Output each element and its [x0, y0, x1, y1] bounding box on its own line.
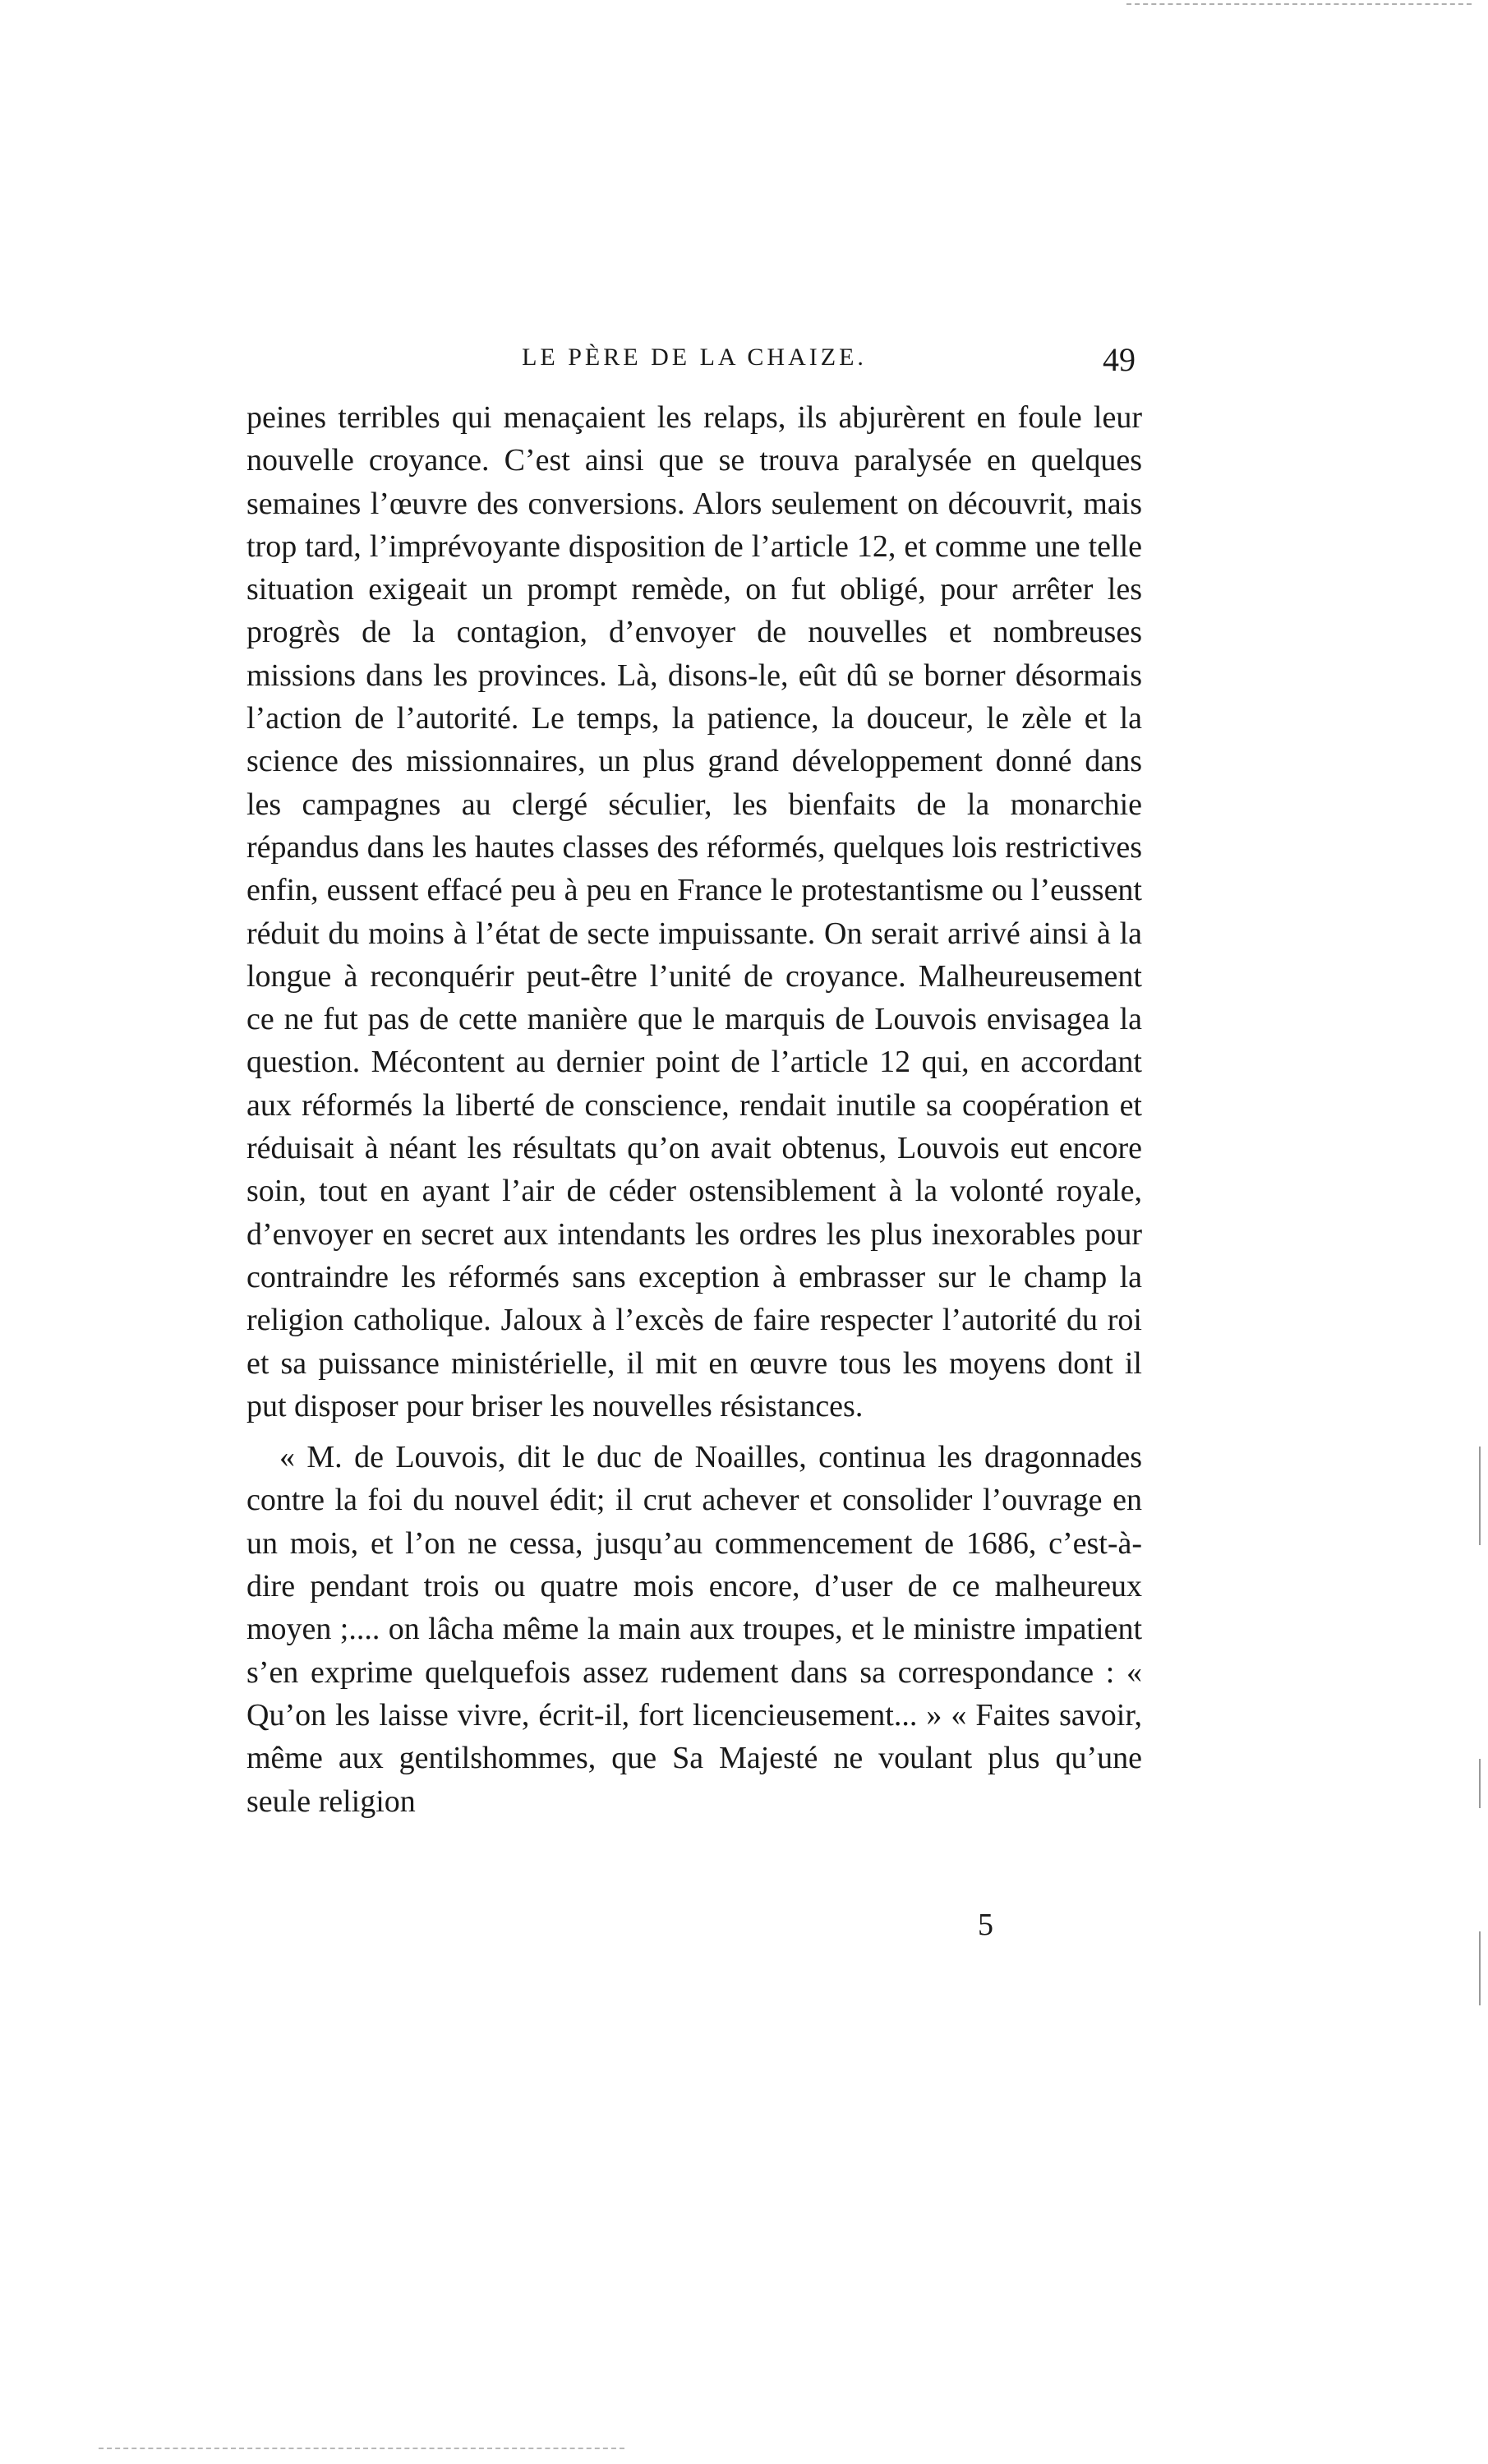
scan-artifact-top — [1126, 3, 1472, 7]
paragraph-2: « M. de Louvois, dit le duc de Noailles, continua les dragonnades contre la foi du nouvel édit; il crut achever et consolider l’ouvrage en un mois, et l’on ne cessa, jusqu’au commencement de 1686, c’est-à-dire pendant trois ou quatre mois encore, d’user de ce malheureux moyen ;.... on lâcha même la main aux troupes, et le ministre impatient s’en exprime quelquefois assez rudement dans sa correspondance : « Qu’on les laisse vivre, écrit-il, fort licencieusement... » « Faites savoir, même aux gentilshommes, que Sa Majesté ne voulant plus qu’une seule religion — [246, 1440, 1142, 1819]
paragraph-1: peines terribles qui menaçaient les relaps, ils abjurèrent en foule leur nouvelle croyance. C’est ainsi que se trouva paralysée en quelques semaines l’œuvre des conversions. Alors seulement on découvrit, mais trop tard, l’imprévoyante disposition de l’article 12, et comme une telle situation exigeait un prompt remède, on fut obligé, pour arrêter les progrès de la contagion, d’envoyer de nouvelles et nombreuses missions dans les provinces. Là, disons-le, eût dû se borner désormais l’action de l’autorité. Le temps, la patience, la douceur, le zèle et la science des missionnaires, un plus grand développement donné dans les campagnes au clergé séculier, les bienfaits de la monarchie répandus dans les hautes classes des réformés, quelques lois restrictives enfin, eussent effacé peu à peu en France le protestantisme ou l’eussent réduit du moins à l’état de secte impuissante. On serait arrivé ainsi à la longue à reconquérir peut-être l’unité de croyance. Malheureusement ce ne fut pas de cette manière que le marquis de Louvois envisagea la question. Mécontent au dernier point de l’article 12 qui, en accordant aux réformés la liberté de conscience, rendait inutile sa coopération et réduisait à néant les résultats qu’on avait obtenus, Louvois eut encore soin, tout en ayant l’air de céder ostensiblement à la volonté royale, d’envoyer en secret aux intendants les ordres les plus inexorables pour contraindre les réformés sans exception à embrasser sur le champ la religion catholique. Jaloux à l’excès de faire respecter l’autorité du roi et sa puissance ministérielle, il mit en œuvre tous les moyens dont il put disposer pour briser les nouvelles résistances. — [246, 400, 1142, 1423]
scan-artifact-margin — [1479, 1447, 1481, 1545]
body-text — [246, 396, 1142, 1823]
page-number: 49 — [1103, 341, 1136, 378]
running-title: LE PÈRE DE LA CHAIZE. — [522, 344, 867, 371]
signature-mark: 5 — [978, 1908, 993, 1942]
scan-artifact-margin — [1479, 1931, 1481, 2005]
scan-artifact-bottom — [99, 2448, 624, 2451]
scan-artifact-margin — [1479, 1759, 1481, 1808]
page-header — [246, 341, 1142, 386]
